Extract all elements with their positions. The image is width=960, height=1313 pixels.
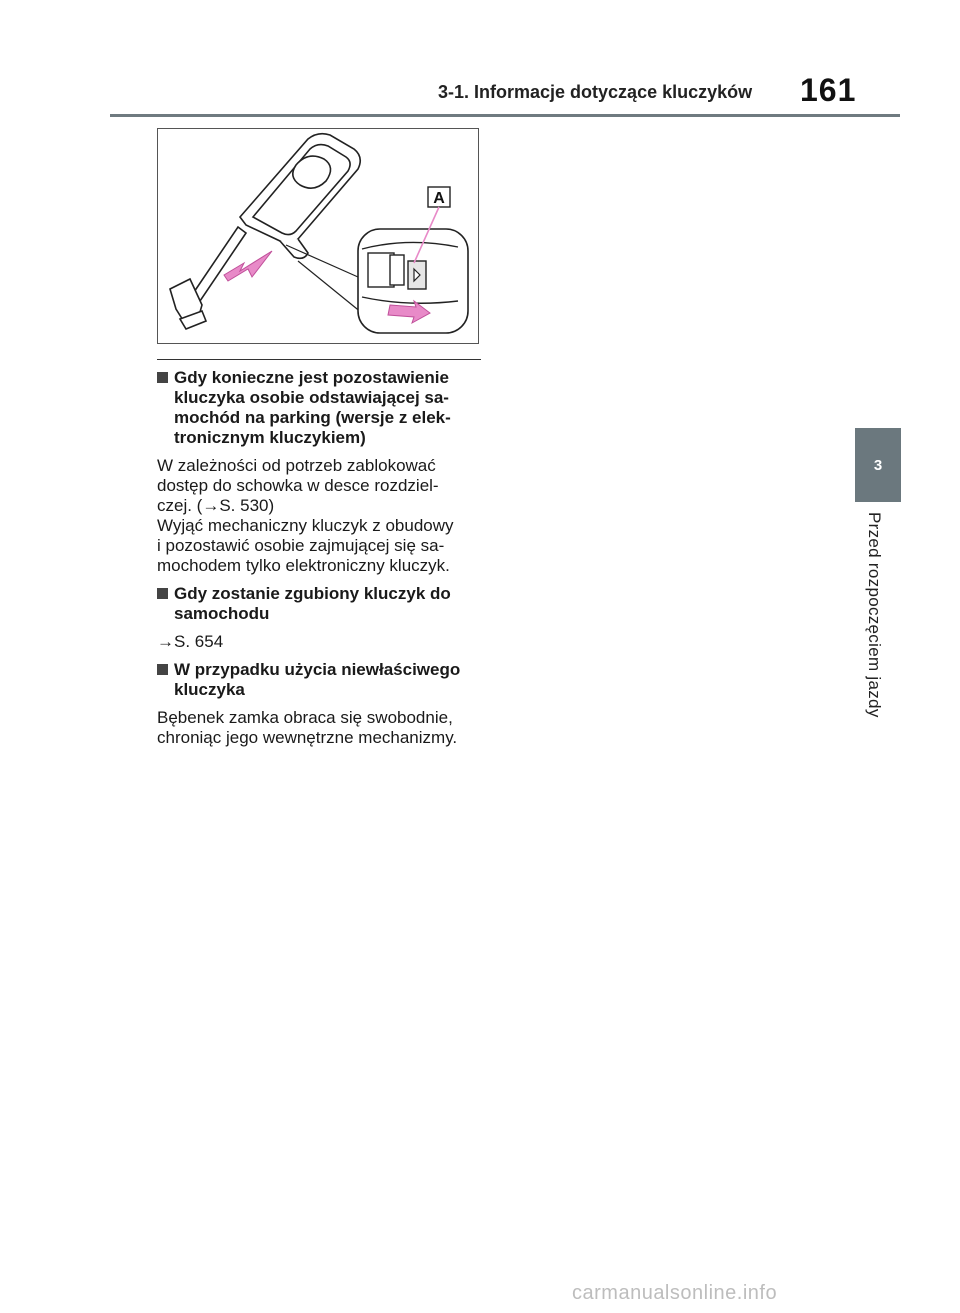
section-divider bbox=[157, 359, 481, 360]
square-bullet-icon bbox=[157, 372, 168, 383]
section-body-wrong-key: Bębenek zamka obraca się swobodnie, chroniąc jego wewnętrzne mechanizmy. bbox=[157, 708, 458, 747]
key-illustration bbox=[157, 128, 479, 344]
section-heading-parking: Gdy konieczne jest pozostawienie kluczyka osobie odstawiającej sa- mochód na parking (wersje z elek- tronicznym kluczykiem) bbox=[157, 368, 483, 448]
section-heading-wrong-key: W przypadku użycia niewłaściwego kluczyka bbox=[157, 660, 483, 700]
section-heading-lost-key: Gdy zostanie zgubiony kluczyk do samochodu bbox=[157, 584, 483, 624]
square-bullet-icon bbox=[157, 664, 168, 675]
release-button-detail bbox=[358, 229, 468, 333]
key-removal-diagram bbox=[158, 129, 478, 343]
section-body-lost-key bbox=[157, 632, 483, 652]
page-number: 161 bbox=[800, 72, 857, 108]
section-body-parking: W zależności od potrzeb zablokować dostęp do schowka w desce rozdziel- czej. (→S. 530) Wyjąć mechaniczny kluczyk z obudowy i pozostawić osobie zajmującej się sa- mochodem tylko elektroniczny kluczyk. bbox=[157, 456, 483, 576]
key-fob-icon bbox=[240, 134, 360, 259]
page-reference-link[interactable]: czej. (→S. 530) bbox=[157, 496, 275, 515]
header-divider bbox=[110, 114, 900, 117]
svg-text:A: A bbox=[433, 190, 445, 207]
section-title: 3-1. Informacje dotyczące kluczyków bbox=[438, 82, 753, 102]
chapter-tab: 3 bbox=[855, 428, 901, 502]
chapter-title: Przed rozpoczęciem jazdy bbox=[865, 512, 884, 718]
notes-column bbox=[157, 368, 483, 748]
page-reference-link[interactable]: →S. 654 bbox=[157, 632, 224, 651]
mechanical-key-icon bbox=[170, 227, 246, 329]
watermark: carmanualsonline.info bbox=[572, 1282, 778, 1304]
square-bullet-icon bbox=[157, 588, 168, 599]
